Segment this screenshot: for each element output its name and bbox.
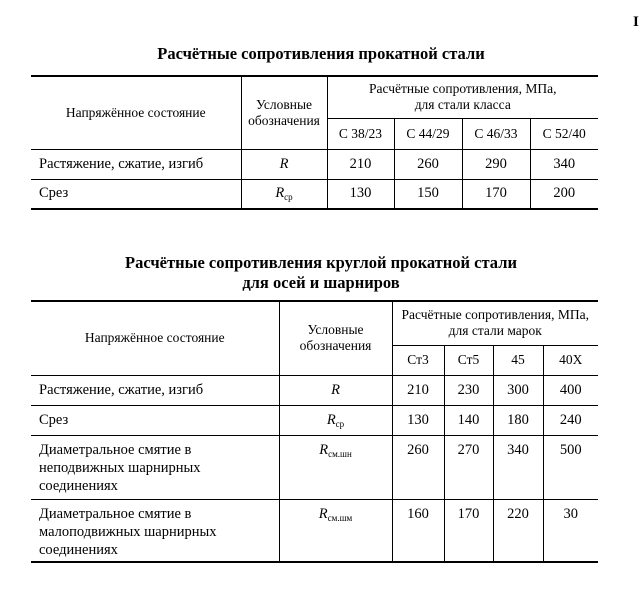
table2-row2-symbol: $R_{см.шн}$ — [279, 435, 392, 499]
table-row — [31, 149, 598, 179]
table2-row3-v2: 220 — [493, 499, 543, 562]
table1-row1-v3: 200 — [530, 179, 598, 209]
table-row — [31, 405, 598, 435]
table2-row1-v2: 180 — [493, 405, 543, 435]
table1-title: Расчётные сопротивления прокатной стали — [157, 44, 485, 63]
table1-row1-v1: 150 — [394, 179, 462, 209]
table2-row2-v3: 500 — [543, 435, 598, 499]
table2-row2-v2: 340 — [493, 435, 543, 499]
table2-row1-v1: 140 — [444, 405, 493, 435]
table2 — [31, 300, 598, 563]
table-row — [31, 375, 598, 405]
table2-row2-v1: 270 — [444, 435, 493, 499]
table2-row0-v2: 300 — [493, 375, 543, 405]
table1-header-notation: Условные обозначения — [241, 76, 327, 149]
table2-grade-3: 40Х — [543, 345, 598, 375]
table2-grade-1: Ст5 — [444, 345, 493, 375]
table2-row1-v0: 130 — [392, 405, 444, 435]
table2-row3-v1: 170 — [444, 499, 493, 562]
table1-class-1: С 44/29 — [394, 118, 462, 149]
table1-header-state: Напряжённое состояние — [31, 76, 241, 149]
table2-row3-v3: 30 — [543, 499, 598, 562]
table1-row0-v0: 210 — [327, 149, 394, 179]
table2-row0-v1: 230 — [444, 375, 493, 405]
table1-row0-v1: 260 — [394, 149, 462, 179]
table2-row3-v0: 160 — [392, 499, 444, 562]
table2-title: Расчётные сопротивления круглой прокатной стали для осей и шарниров — [125, 253, 517, 292]
table1-class-0: С 38/23 — [327, 118, 394, 149]
table2-grade-0: Ст3 — [392, 345, 444, 375]
table1-row0-state: Растяжение, сжатие, изгиб — [31, 149, 241, 179]
table2-row2-state: Диаметральное смятие в неподвижных шарнирных соединениях — [31, 435, 279, 499]
table1-row1-v2: 170 — [462, 179, 530, 209]
table1-class-2: С 46/33 — [462, 118, 530, 149]
table1 — [31, 75, 598, 210]
table1-row0-symbol: R — [241, 149, 327, 179]
table1-row1-state: Срез — [31, 179, 241, 209]
table1-header-resistance: Расчётные сопротивления, МПа, для стали класса — [369, 81, 557, 113]
table2-row1-state: Срез — [31, 405, 279, 435]
table2-row0-state: Растяжение, сжатие, изгиб — [31, 375, 279, 405]
table2-row1-v3: 240 — [543, 405, 598, 435]
table2-header-state: Напряжённое состояние — [31, 301, 279, 375]
table2-row2-v0: 260 — [392, 435, 444, 499]
table2-grade-2: 45 — [493, 345, 543, 375]
table2-row3-symbol: $R_{см.шм}$ — [279, 499, 392, 562]
table1-row1-v0: 130 — [327, 179, 394, 209]
table2-row0-v0: 210 — [392, 375, 444, 405]
table-row — [31, 435, 598, 499]
table2-header-resistance: Расчётные сопротивления, МПа, для стали марок — [401, 307, 589, 339]
table2-row0-v3: 400 — [543, 375, 598, 405]
table2-row0-symbol: R — [279, 375, 392, 405]
table1-row0-v2: 290 — [462, 149, 530, 179]
table2-row1-symbol: $R_{ср}$ — [279, 405, 392, 435]
page-corner-letter: I — [633, 14, 639, 30]
table-row — [31, 499, 598, 562]
table2-header-notation: Условные обозначения — [279, 301, 392, 375]
table-row — [31, 179, 598, 209]
table1-class-3: С 52/40 — [530, 118, 598, 149]
table1-row0-v3: 340 — [530, 149, 598, 179]
table2-row3-state: Диаметральное смятие в малоподвижных шарнирных соединениях — [31, 499, 279, 562]
table1-row1-symbol: $R_{ср}$ — [241, 179, 327, 209]
